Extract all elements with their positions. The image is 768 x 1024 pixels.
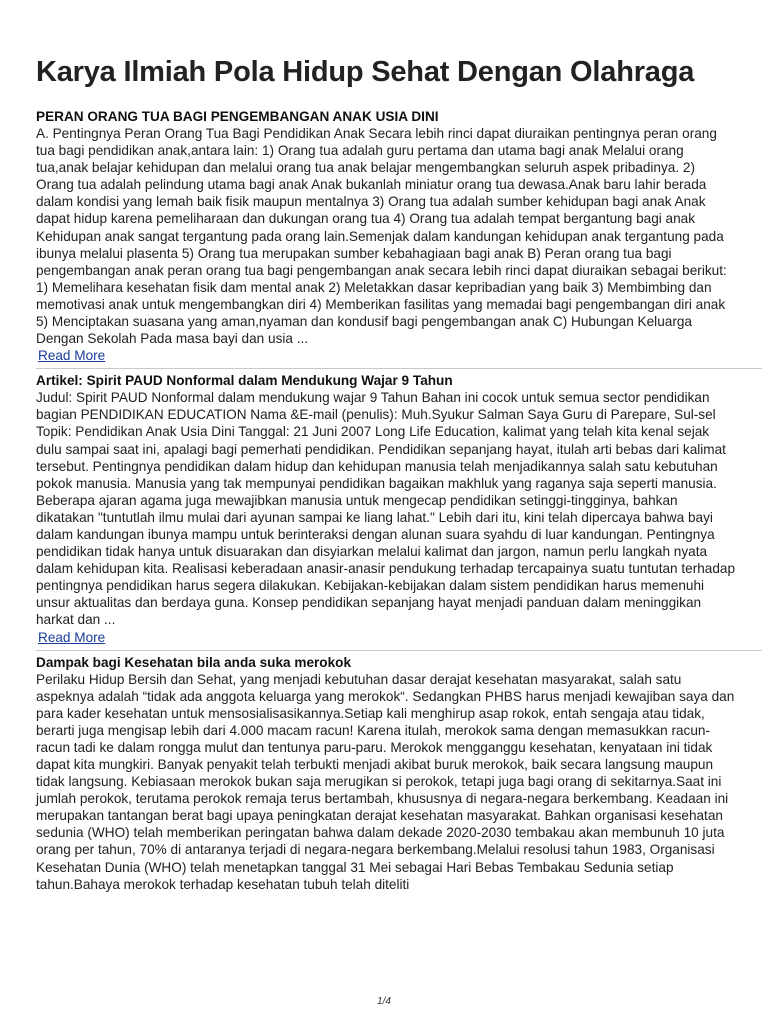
article-body: A. Pentingnya Peran Orang Tua Bagi Pendidikan Anak Secara lebih rinci dapat diuraikan pentingnya peran orang tua bagi pendidikan anak,antara lain: 1) Orang tua adalah guru pertama dan utama bagi anak Melalui orang tua,anak belajar kehidupan dan melalui orang tua anak belajar mengembangkan seluruh aspek pribadinya. 2) Orang tua adalah pelindung utama bagi anak Anak bukanlah miniatur orang tua dewasa.Anak baru lahir berada dalam kondisi yang lemah baik fisik maupun mentalnya 3) Orang tua adalah sumber kehidupan bagi anak Anak dapat hidup karena pemeliharaan dan dukungan orang tua 4) Orang tua adalah tempat bergantung bagi anak Kehidupan anak sangat tergantung pada orang lain.Semenjak dalam kandungan kehidupan anak tergantung pada ibunya melalui plasenta 5) Orang tua merupakan sumber kebahagiaan bagi anak B) Peran orang tua bagi pengembangan anak peran orang tua bagi pengembangan anak secara lebih rinci dapat diuraikan sebagai berikut: 1) Memelihara kesehatan fisik dam mental anak 2) Meletakkan dasar kepribadian yang baik 3) Membimbing dan memotivasi anak untuk mengembangkan diri 4) Memberikan fasilitas yang memadai bagi pengembangan diri anak 5) Menciptakan suasana yang aman,nyaman dan kondusif bagi pengembangan anak C) Hubungan Keluarga Dengan Sekolah Pada masa bayi dan usia ... bbox=[36, 126, 727, 347]
article-dampak-merokok bbox=[36, 654, 736, 893]
article-peran-orang-tua bbox=[36, 108, 736, 365]
read-more-link[interactable]: Read More bbox=[38, 629, 106, 645]
document-page bbox=[36, 0, 736, 893]
read-more-link[interactable]: Read More bbox=[38, 348, 106, 364]
article-heading: Artikel: Spirit PAUD Nonformal dalam Mendukung Wajar 9 Tahun bbox=[36, 373, 453, 389]
article-heading: PERAN ORANG TUA BAGI PENGEMBANGAN ANAK USIA DINI bbox=[36, 109, 439, 124]
article-divider bbox=[36, 650, 762, 651]
article-heading: Dampak bagi Kesehatan bila anda suka merokok bbox=[36, 654, 352, 670]
article-divider bbox=[36, 368, 762, 369]
article-spirit-paud bbox=[36, 372, 736, 646]
document-title: Karya Ilmiah Pola Hidup Sehat Dengan Olahraga bbox=[36, 56, 695, 88]
page-number: 1/4 bbox=[377, 996, 391, 1007]
article-body: Judul: Spirit PAUD Nonformal dalam mendukung wajar 9 Tahun Bahan ini cocok untuk semua sector pendidikan bagian PENDIDIKAN EDUCATION Nama &E-mail (penulis): Muh.Syukur Salman Saya Guru di Parepare, Sul-sel Topik: Pendidikan Anak Usia Dini Tanggal: 21 Juni 2007 Long Life Education, kalimat yang telah kita kenal sejak dulu sampai saat ini, apalagi bagi pemerhati pendidikan. Pendidikan sepanjang hayat, itulah arti bebas dari kalimat tersebut. Pentingnya pendidikan dalam hidup dan kehidupan manusia telah menjadikannya salah satu kebutuhan pokok manusia. Manusia yang tak mempunyai pendidikan bagaikan makhluk yang raganya saja seperti manusia. Beberapa ajaran agama juga mewajibkan manusia untuk mengecap pendidikan setinggi-tingginya, bahkan dikatakan "tuntutlah ilmu mulai dari ayunan sampai ke liang lahat." Lebih dari itu, kini telah dipercaya bahwa bayi dalam kandungan ibunya mampu untuk berinteraksi dengan alunan suara syahdu di luar kandungan. Pentingnya pendidikan tidak hanya untuk disuarakan dan disyiarkan melalui kalimat dan jargon, namun perlu langkah nyata dalam kehidupan kita. Realisasi keberadaan anasir-anasir pendukung terhadap tercapainya suatu tuntutan terhadap pentingnya pendidikan harus segera dilakukan. Kebijakan-kebijakan dalam sistem pendidikan harus memenuhi unsur aktualitas dan berdaya guna. Konsep pendidikan sepanjang hayat menjadi panduan dalam meninggikan harkat dan ... bbox=[36, 390, 736, 628]
article-body: Perilaku Hidup Bersih dan Sehat, yang menjadi kebutuhan dasar derajat kesehatan masyarakat, salah satu aspeknya adalah “tidak ada anggota keluarga yang merokok“. Sedangkan PHBS harus menjadi kewajiban saya dan para kader kesehatan untuk mensosialisasikannya.Setiap kali menghirup asap rokok, entah sengaja atau tidak, berarti juga mengisap lebih dari 4.000 macam racun! Karena itulah, merokok sama dengan memasukkan racun-racun tadi ke dalam rongga mulut dan tentunya paru-paru. Merokok mengganggu kesehatan, kenyataan ini tidak dapat kita mungkiri. Banyak penyakit telah terbukti menjadi akibat buruk merokok, baik secara langsung maupun tidak langsung. Kebiasaan merokok bukan saja merugikan si perokok, tetapi juga bagi orang di sekitarnya.Saat ini jumlah perokok, terutama perokok remaja terus bertambah, khususnya di negara-negara berkembang. Keadaan ini merupakan tantangan berat bagi upaya peningkatan derajat kesehatan masyarakat. Bahkan organisasi kesehatan sedunia (WHO) telah memberikan peringatan bahwa dalam dekade 2020-2030 tembakau akan membunuh 10 juta orang per tahun, 70% di antaranya terjadi di negara-negara berkembang.Melalui resolusi tahun 1983, Organisasi Kesehatan Dunia (WHO) telah menetapkan tanggal 31 Mei sebagai Hari Bebas Tembakau Sedunia setiap tahun.Bahaya merokok terhadap kesehatan tubuh telah diteliti bbox=[36, 671, 735, 892]
